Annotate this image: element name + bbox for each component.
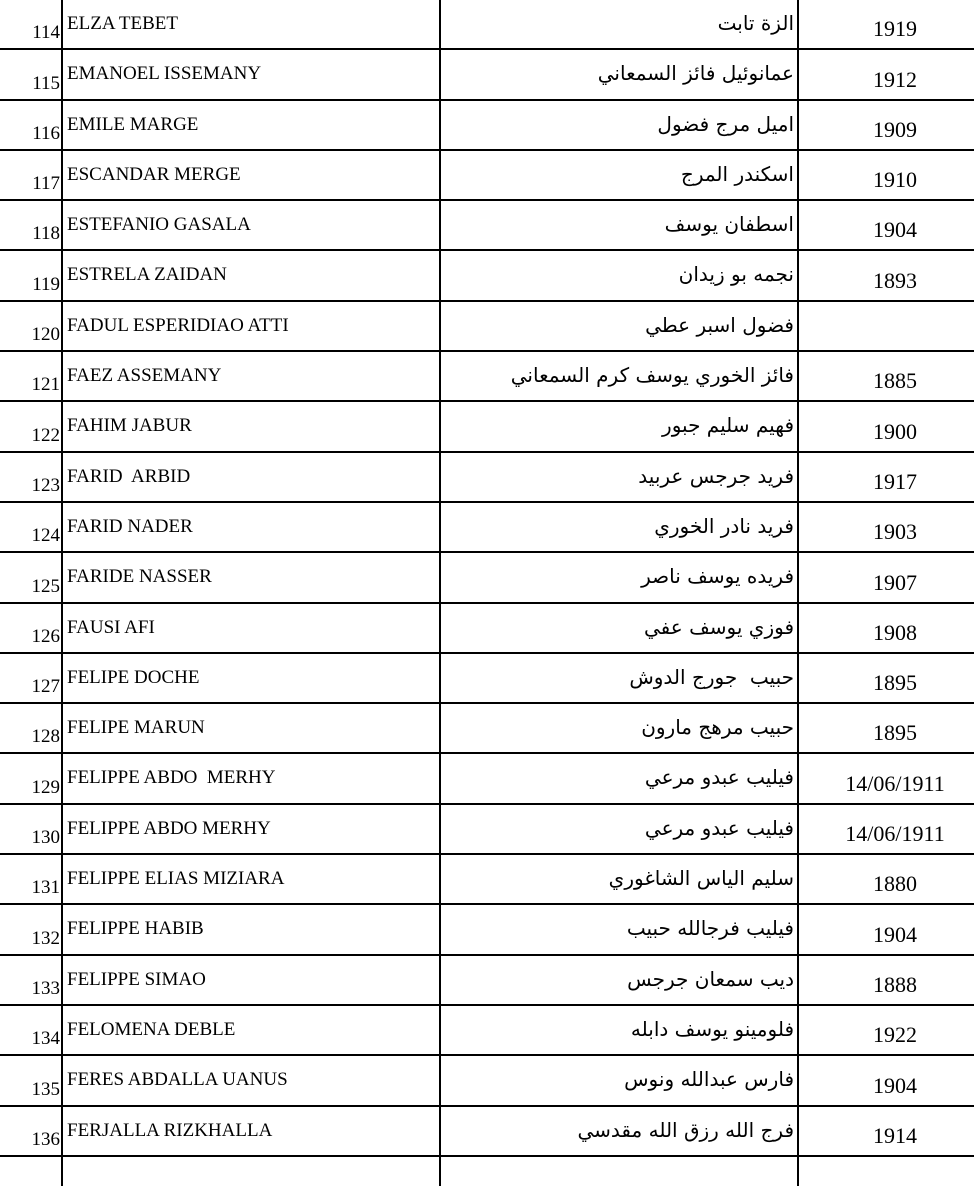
row-number: 122 xyxy=(31,424,60,446)
arabic-name: فضول اسبر عطي xyxy=(645,312,794,337)
latin-name: ESTRELA ZAIDAN xyxy=(67,264,227,286)
birth-year: 1893 xyxy=(873,267,917,293)
birth-year: 1907 xyxy=(873,569,917,595)
table-row xyxy=(0,50,974,100)
table-row xyxy=(0,151,974,201)
birth-year: 1917 xyxy=(873,468,917,494)
birth-year: 1904 xyxy=(873,1072,917,1098)
row-number: 135 xyxy=(31,1078,60,1100)
arabic-name: فلومينو يوسف دابله xyxy=(630,1016,794,1041)
table-row xyxy=(0,905,974,955)
arabic-name: عمانوئيل فائز السمعاني xyxy=(597,61,794,86)
arabic-name: فهيم سليم جبور xyxy=(662,413,794,438)
arabic-name: فيليب فرجالله حبيب xyxy=(626,916,794,941)
table-row xyxy=(0,805,974,855)
birth-year: 1914 xyxy=(873,1122,917,1148)
latin-name: FARIDE NASSER xyxy=(67,566,212,588)
table-row xyxy=(0,604,974,654)
birth-year: 14/06/1911 xyxy=(845,821,945,847)
table-row xyxy=(0,201,974,251)
table-row xyxy=(0,704,974,754)
row-number: 129 xyxy=(31,776,60,798)
table-row xyxy=(0,553,974,603)
table-row xyxy=(0,352,974,402)
row-number: 125 xyxy=(31,575,60,597)
birth-year: 1895 xyxy=(873,670,917,696)
table-row xyxy=(0,101,974,151)
arabic-name: فرج الله رزق الله مقدسي xyxy=(577,1117,794,1142)
birth-year: 1900 xyxy=(873,418,917,444)
table-row xyxy=(0,1056,974,1106)
latin-name: FELIPE MARUN xyxy=(67,717,205,739)
row-number: 131 xyxy=(31,877,60,899)
arabic-name: اميل مرج فضول xyxy=(657,111,794,136)
birth-year: 1880 xyxy=(873,871,917,897)
row-number: 136 xyxy=(31,1128,60,1150)
row-number: 120 xyxy=(31,324,60,346)
arabic-name: سليم الياس الشاغوري xyxy=(608,866,794,891)
row-number: 126 xyxy=(31,625,60,647)
arabic-name: اسطفان يوسف xyxy=(664,212,794,237)
latin-name: FAUSI AFI xyxy=(67,616,155,638)
latin-name: FAHIM JABUR xyxy=(67,415,192,437)
row-number: 114 xyxy=(32,22,60,44)
birth-year: 1888 xyxy=(873,971,917,997)
arabic-name: فريد جرجس عربيد xyxy=(638,463,794,488)
birth-year: 1910 xyxy=(873,167,917,193)
table-row xyxy=(0,302,974,352)
row-number: 133 xyxy=(31,977,60,999)
birth-year: 1895 xyxy=(873,720,917,746)
arabic-name: الزة تابت xyxy=(717,11,794,35)
latin-name: FELIPPE SIMAO xyxy=(67,968,206,990)
row-number: 132 xyxy=(31,927,60,949)
arabic-name: فيليب عبدو مرعي xyxy=(644,815,794,840)
latin-name: FADUL ESPERIDIAO ATTI xyxy=(67,314,289,336)
arabic-name: فائز الخوري يوسف كرم السمعاني xyxy=(510,363,794,388)
arabic-name: حبيب مرهج مارون xyxy=(641,715,794,740)
arabic-name: حبيب جورج الدوش xyxy=(629,664,794,689)
table-row xyxy=(0,754,974,804)
row-number: 127 xyxy=(31,676,60,698)
table-row xyxy=(0,1107,974,1157)
birth-year: 1885 xyxy=(873,368,917,394)
row-number: 130 xyxy=(31,827,60,849)
arabic-name: فريده يوسف ناصر xyxy=(641,564,794,589)
table-row xyxy=(0,251,974,301)
latin-name: FERJALLA RIZKHALLA xyxy=(67,1119,273,1141)
table-row xyxy=(0,453,974,503)
table-row xyxy=(0,956,974,1006)
latin-name: EMILE MARGE xyxy=(67,113,199,135)
row-number: 116 xyxy=(32,122,60,144)
latin-name: FAEZ ASSEMANY xyxy=(67,365,222,387)
table-row xyxy=(0,1006,974,1056)
row-number: 121 xyxy=(31,374,60,396)
latin-name: FARID NADER xyxy=(67,515,193,537)
latin-name: ESTEFANIO GASALA xyxy=(67,214,251,236)
latin-name: FARID ARBID xyxy=(67,465,191,487)
row-number: 117 xyxy=(32,173,60,195)
birth-year: 1903 xyxy=(873,519,917,545)
latin-name: FELIPPE HABIB xyxy=(67,918,204,940)
arabic-name: نجمه بو زيدان xyxy=(678,262,794,287)
birth-year: 1909 xyxy=(873,116,917,142)
row-number: 134 xyxy=(31,1028,60,1050)
row-number: 124 xyxy=(31,525,60,547)
table-row xyxy=(0,0,974,50)
latin-name: FELIPPE ABDO MERHY xyxy=(67,767,276,789)
table-row xyxy=(0,503,974,553)
arabic-name: فيليب عبدو مرعي xyxy=(644,765,794,790)
row-number: 118 xyxy=(32,223,60,245)
birth-year: 1912 xyxy=(873,66,917,92)
birth-year: 1904 xyxy=(873,217,917,243)
latin-name: FERES ABDALLA UANUS xyxy=(67,1069,288,1091)
latin-name: FELIPPE ELIAS MIZIARA xyxy=(67,868,285,890)
latin-name: FELIPE DOCHE xyxy=(67,666,200,688)
row-number: 119 xyxy=(32,273,60,295)
arabic-name: فريد نادر الخوري xyxy=(654,513,794,538)
birth-year: 1919 xyxy=(873,16,917,42)
row-number: 128 xyxy=(31,726,60,748)
latin-name: ELZA TEBET xyxy=(67,13,178,34)
birth-year: 1904 xyxy=(873,921,917,947)
arabic-name: فوزي يوسف عفي xyxy=(644,614,794,639)
table-row xyxy=(0,654,974,704)
arabic-name: اسكندر المرج xyxy=(680,161,794,186)
arabic-name: فارس عبدالله ونوس xyxy=(624,1067,794,1092)
table-row xyxy=(0,855,974,905)
arabic-name: ديب سمعان جرجس xyxy=(627,966,794,991)
latin-name: EMANOEL ISSEMANY xyxy=(67,63,262,85)
birth-year: 14/06/1911 xyxy=(845,770,945,796)
latin-name: FELIPPE ABDO MERHY xyxy=(67,817,271,839)
row-number: 123 xyxy=(31,474,60,496)
row-number: 115 xyxy=(32,72,60,94)
table-row xyxy=(0,402,974,452)
birth-year: 1922 xyxy=(873,1022,917,1048)
latin-name: ESCANDAR MERGE xyxy=(67,163,241,185)
latin-name: FELOMENA DEBLE xyxy=(67,1018,236,1040)
birth-year: 1908 xyxy=(873,619,917,645)
